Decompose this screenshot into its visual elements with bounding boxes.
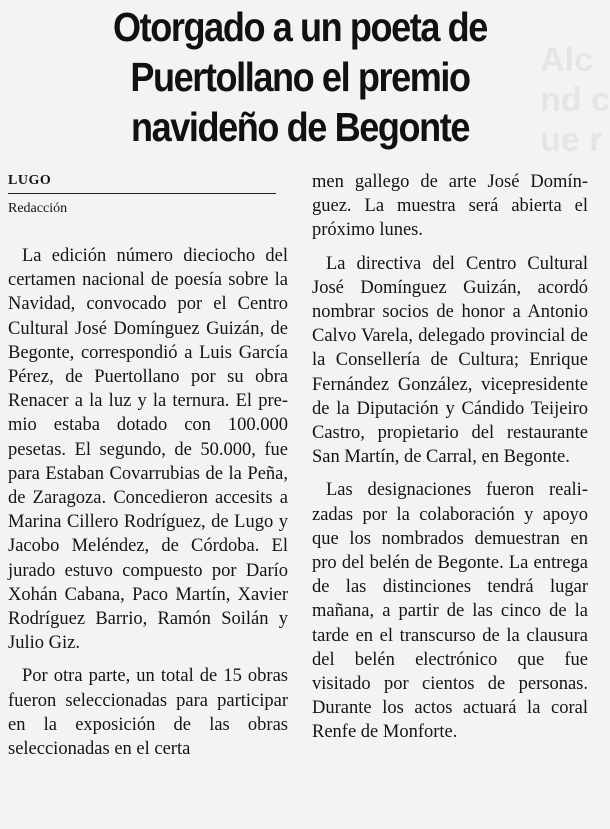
body-paragraph: Las designaciones fueron realizadas por la colaboración y apoyo que los nombrados demuestran en pro del belén de Begonte. La entrega de las distinciones tendrá lugar mañana, a partir de las cinco de la tarde en el transcurso de la clausura del belén electrónico que fue visitado por cientos de personas. Durante los actos actuará la coral Renfe de Monforte. — [312, 480, 588, 743]
body-paragraph: Por otra parte, un total de 15 obras fueron seleccionadas para participar en la exposición de las obras seleccionadas en el certa — [8, 666, 288, 760]
article-column-left — [8, 244, 288, 770]
show-through-text: Alc nd c ue r — [540, 41, 610, 159]
headline-line: Puertollano el premio — [130, 54, 470, 100]
headline-line: navideño de Begonte — [130, 104, 470, 150]
body-paragraph: men gallego de arte José Domínguez. La muestra será abierta el próximo lunes. — [312, 172, 588, 241]
body-paragraph: La directiva del Centro Cultural José Domínguez Guizán, acordó nombrar socios de honor a Antonio Calvo Varela, delegado provincial de la Consellería de Cultura; Enrique Fernández González, vicepresidente de la Diputación y Cándido Teijeiro Castro, propietario del restaurante San Martín, de Carral, en Begonte. — [312, 253, 588, 468]
byline: Redacción — [8, 201, 68, 216]
headline — [36, 2, 564, 152]
body-paragraph: La edición número dieciocho del certamen nacional de poesía sobre la Navidad, convocado por el Centro Cultural José Domínguez Guizán, de Begonte, correspondió a Luis García Pérez, de Puertollano por su obra Renacer a la luz y la ternura. El premio estaba dotado con 100.000 pesetas. El segundo, de 50.000, fue para Estaban Covarrubias de la Peña, de Zaragoza. Concedieron accesits a Marina Cillero Rodríguez, de Lugo y Jacobo Meléndez, de Córdoba. El jurado estuvo compuesto por Darío Xohán Cabana, Paco Martín, Xavier Rodríguez Barrio, Ramón Soilán y Julio Giz. — [8, 246, 288, 654]
article-column-right — [312, 170, 588, 754]
headline-line: Otorgado a un poeta de — [113, 4, 487, 50]
dateline: LUGO — [8, 172, 276, 194]
